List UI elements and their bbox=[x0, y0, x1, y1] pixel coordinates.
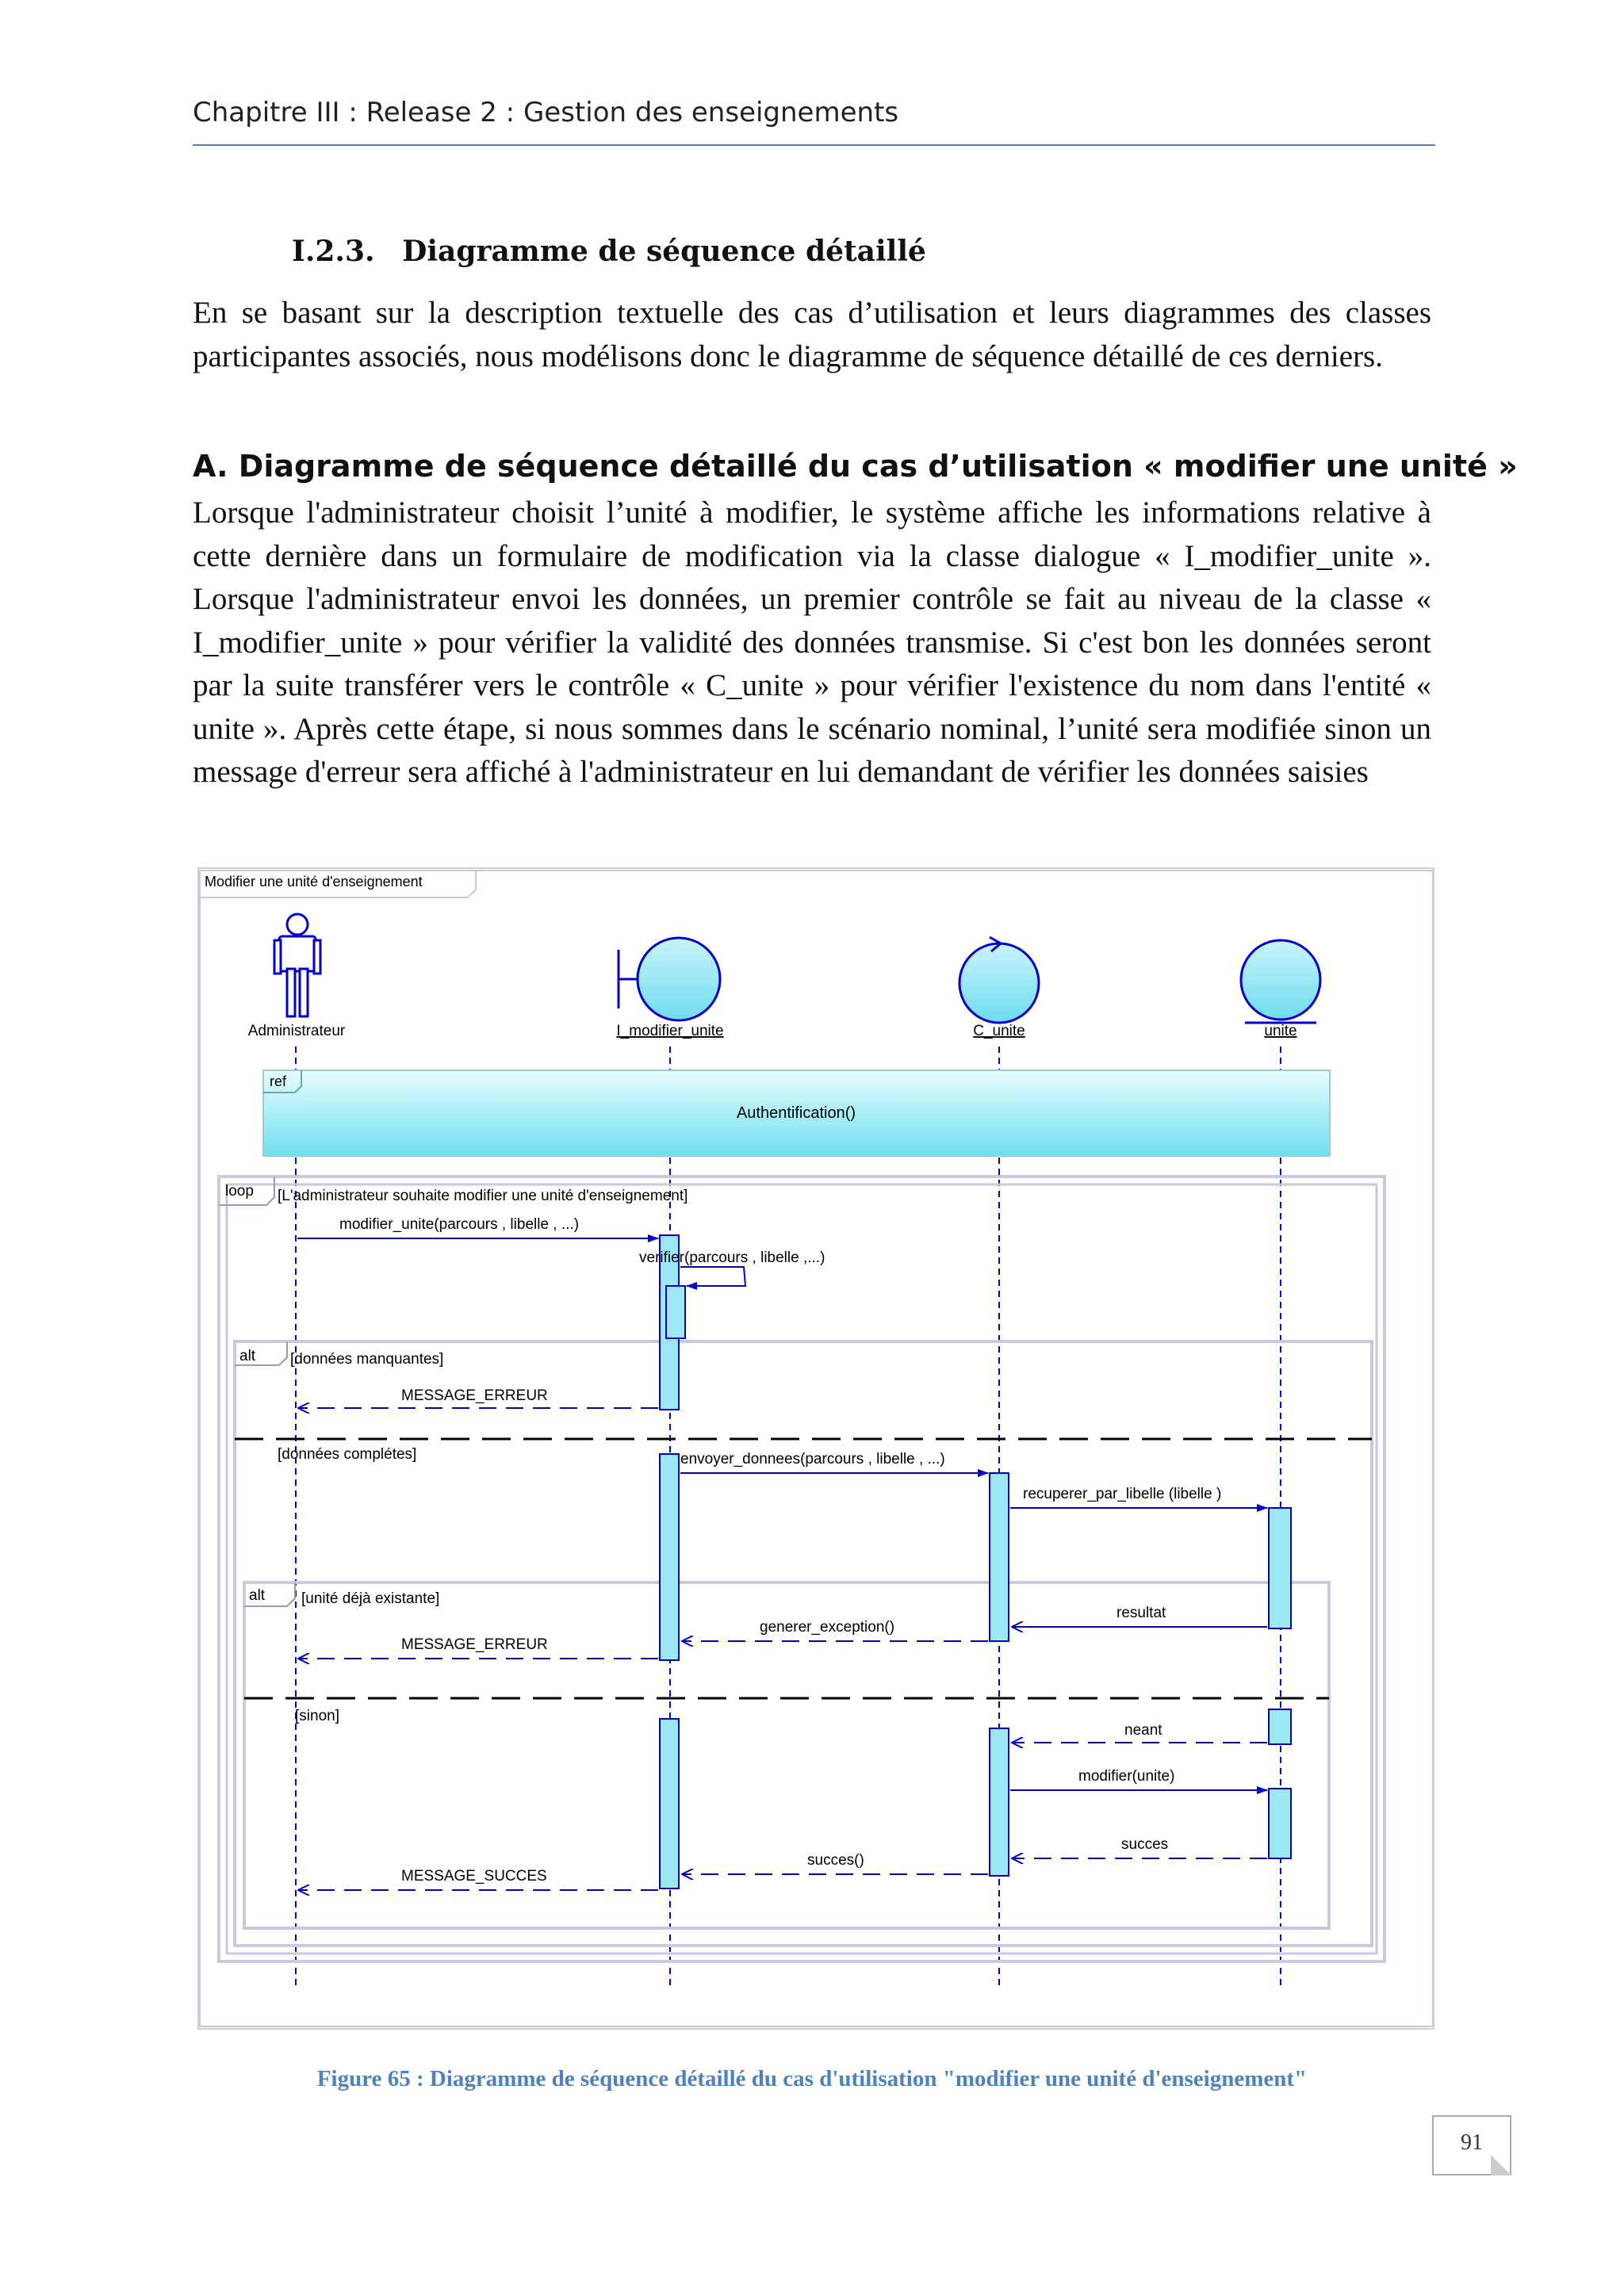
actor-label: Administrateur bbox=[247, 1023, 346, 1039]
loop-guard: [L'administrateur souhaite modifier une unité d'enseignement] bbox=[278, 1188, 688, 1204]
message-m3: MESSAGE_ERREUR bbox=[401, 1387, 548, 1404]
alt2-tag: alt bbox=[249, 1587, 266, 1604]
message-m4: envoyer_donnees(parcours , libelle , ...) bbox=[680, 1451, 945, 1468]
loop-fragment bbox=[219, 1177, 1385, 1961]
figure-caption: Figure 65 : Diagramme de séquence détaillé du cas d'utilisation "modifier une unité d'enseignement" bbox=[316, 2066, 1308, 2091]
subsection-heading: A. Diagramme de séquence détaillé du cas d’utilisation « modifier une unité » bbox=[193, 449, 1518, 484]
alt1-guard-1: [données manquantes] bbox=[290, 1351, 444, 1368]
page-number-fold bbox=[1491, 2155, 1511, 2175]
alt1-guard-2: [données complétes] bbox=[278, 1446, 417, 1463]
ref-label: Authentification() bbox=[736, 1104, 856, 1122]
alt2-guard-2: [sinon] bbox=[295, 1708, 339, 1724]
message-m7: generer_exception() bbox=[760, 1619, 895, 1636]
body-paragraph: Lorsque l'administrateur choisit l’unité à modifier, le système affiche les informations relative à cette dernière dans un formulaire de modification via la classe dialogue « I_modifier_unite ». Lorsque l'administrateur envoi les données, un premier contrôle se fait au niveau de la classe « I_modifier_unite » pour vérifier la validité des données transmise. Si c'est bon les données seront par la suite transférer vers le contrôle « C_unite » pour vérifier l'existence du nom dans l'entité « unite ». Après cette étape, si nous sommes dans le scénario nominal, l’unité sera modifiée sinon un message d'erreur sera affiché à l'administrateur en lui demandant de vérifier les données saisies bbox=[193, 496, 1431, 789]
entity-label: unite bbox=[1264, 1023, 1297, 1039]
entity-icon bbox=[1241, 940, 1320, 1023]
loop-tag: loop bbox=[225, 1183, 254, 1200]
messages bbox=[297, 1216, 1267, 1890]
message-m5: recuperer_par_libelle (libelle ) bbox=[1023, 1486, 1222, 1502]
message-m12: succes() bbox=[807, 1852, 864, 1869]
message-m1: modifier_unite(parcours , libelle , ...) bbox=[339, 1216, 580, 1233]
actor-icon bbox=[274, 914, 320, 1016]
section-title: Diagramme de séquence détaillé bbox=[402, 235, 926, 268]
message-m11: succes bbox=[1121, 1836, 1169, 1853]
message-m8: MESSAGE_ERREUR bbox=[401, 1636, 548, 1653]
alt1-tag: alt bbox=[239, 1348, 256, 1364]
alt2-guard-1: [unité déjà existante] bbox=[301, 1590, 440, 1607]
intro-paragraph: En se basant sur la description textuelle des cas d’utilisation et leurs diagrammes des classes participantes associés, nous modélisons donc le diagramme de séquence détaillé de ces derniers. bbox=[193, 296, 1431, 373]
message-m13: MESSAGE_SUCCES bbox=[401, 1868, 547, 1885]
message-m9: neant bbox=[1124, 1722, 1162, 1739]
boundary-icon bbox=[619, 938, 720, 1020]
message-m10: modifier(unite) bbox=[1078, 1768, 1175, 1785]
running-header: Chapitre III : Release 2 : Gestion des enseignements bbox=[193, 97, 899, 128]
section-number: I.2.3. bbox=[292, 235, 375, 268]
ref-tag: ref bbox=[270, 1073, 287, 1089]
page-number: 91 bbox=[1432, 2115, 1511, 2175]
message-m6: resultat bbox=[1116, 1605, 1166, 1621]
boundary-label: I_modifier_unite bbox=[616, 1023, 724, 1039]
control-icon bbox=[959, 937, 1039, 1023]
diagram-frame-title: Modifier une unité d'enseignement bbox=[205, 874, 423, 890]
message-m2: verifier(parcours , libelle ,...) bbox=[639, 1249, 825, 1266]
control-label: C_unite bbox=[973, 1023, 1025, 1039]
